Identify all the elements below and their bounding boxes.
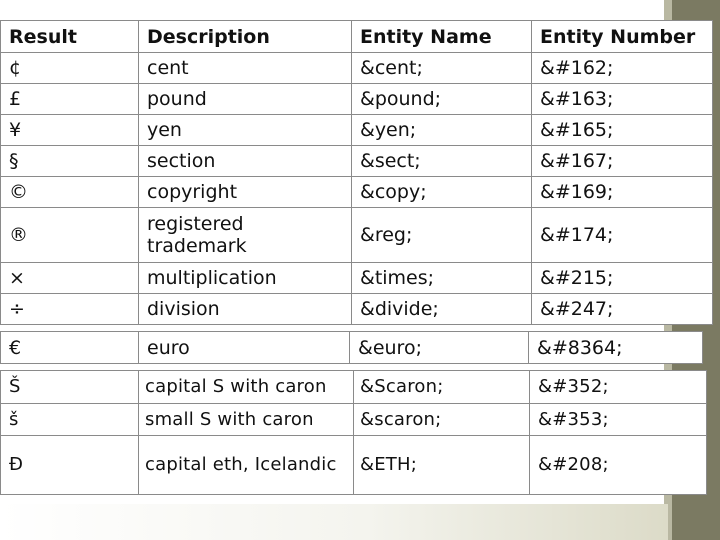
table-row: [1, 177, 713, 208]
cell-description: division: [139, 294, 352, 325]
cell-result: ÷: [1, 294, 139, 325]
cell-result: š: [1, 404, 139, 436]
header-entity-name: Entity Name: [352, 21, 532, 53]
table-row: [1, 371, 707, 404]
cell-entity-name: &pound;: [352, 84, 532, 115]
cell-entity-number: &#215;: [532, 263, 713, 294]
cell-entity-number: &#352;: [530, 371, 707, 404]
entity-table-main: [0, 20, 713, 325]
cell-description: registered trademark: [139, 208, 352, 263]
slide-background-bottom: [0, 504, 668, 540]
cell-entity-name: &ETH;: [354, 436, 530, 495]
cell-description: multiplication: [139, 263, 352, 294]
cell-result: £: [1, 84, 139, 115]
table-row: [1, 84, 713, 115]
table-row: [1, 146, 713, 177]
table-header-row: [1, 21, 713, 53]
cell-entity-name: &scaron;: [354, 404, 530, 436]
cell-description: cent: [139, 53, 352, 84]
cell-result: ¥: [1, 115, 139, 146]
cell-entity-number: &#165;: [532, 115, 713, 146]
cell-entity-name: &times;: [352, 263, 532, 294]
cell-result: Š: [1, 371, 139, 404]
cell-description: yen: [139, 115, 352, 146]
cell-entity-number: &#247;: [532, 294, 713, 325]
cell-entity-name: &divide;: [352, 294, 532, 325]
header-result: Result: [1, 21, 139, 53]
cell-description: capital S with caron: [139, 371, 354, 404]
cell-description: capital eth, Icelandic: [139, 436, 354, 495]
table-row: [1, 332, 703, 364]
cell-entity-number: &#163;: [532, 84, 713, 115]
cell-entity-number: &#8364;: [529, 332, 703, 364]
cell-entity-number: &#208;: [530, 436, 707, 495]
cell-entity-number: &#174;: [532, 208, 713, 263]
cell-entity-name: &euro;: [350, 332, 529, 364]
entity-table-euro: [0, 331, 703, 364]
cell-result: €: [1, 332, 139, 364]
cell-entity-name: &reg;: [352, 208, 532, 263]
table-row: [1, 436, 707, 495]
cell-result: Ð: [1, 436, 139, 495]
cell-result: ×: [1, 263, 139, 294]
cell-description: pound: [139, 84, 352, 115]
table-row: [1, 208, 713, 263]
cell-result: §: [1, 146, 139, 177]
cell-entity-name: &Scaron;: [354, 371, 530, 404]
table-row: [1, 404, 707, 436]
cell-entity-number: &#167;: [532, 146, 713, 177]
cell-entity-name: &cent;: [352, 53, 532, 84]
entity-table-extended: [0, 370, 707, 495]
cell-description: copyright: [139, 177, 352, 208]
cell-entity-number: &#353;: [530, 404, 707, 436]
cell-entity-name: &copy;: [352, 177, 532, 208]
cell-entity-number: &#169;: [532, 177, 713, 208]
cell-description: section: [139, 146, 352, 177]
table-row: [1, 294, 713, 325]
cell-entity-number: &#162;: [532, 53, 713, 84]
cell-result: ©: [1, 177, 139, 208]
table-row: [1, 115, 713, 146]
cell-result: ¢: [1, 53, 139, 84]
table-row: [1, 263, 713, 294]
cell-entity-name: &yen;: [352, 115, 532, 146]
cell-description: small S with caron: [139, 404, 354, 436]
table-row: [1, 53, 713, 84]
header-entity-number: Entity Number: [532, 21, 713, 53]
cell-entity-name: &sect;: [352, 146, 532, 177]
cell-description: euro: [139, 332, 350, 364]
cell-result: ®: [1, 208, 139, 263]
header-description: Description: [139, 21, 352, 53]
